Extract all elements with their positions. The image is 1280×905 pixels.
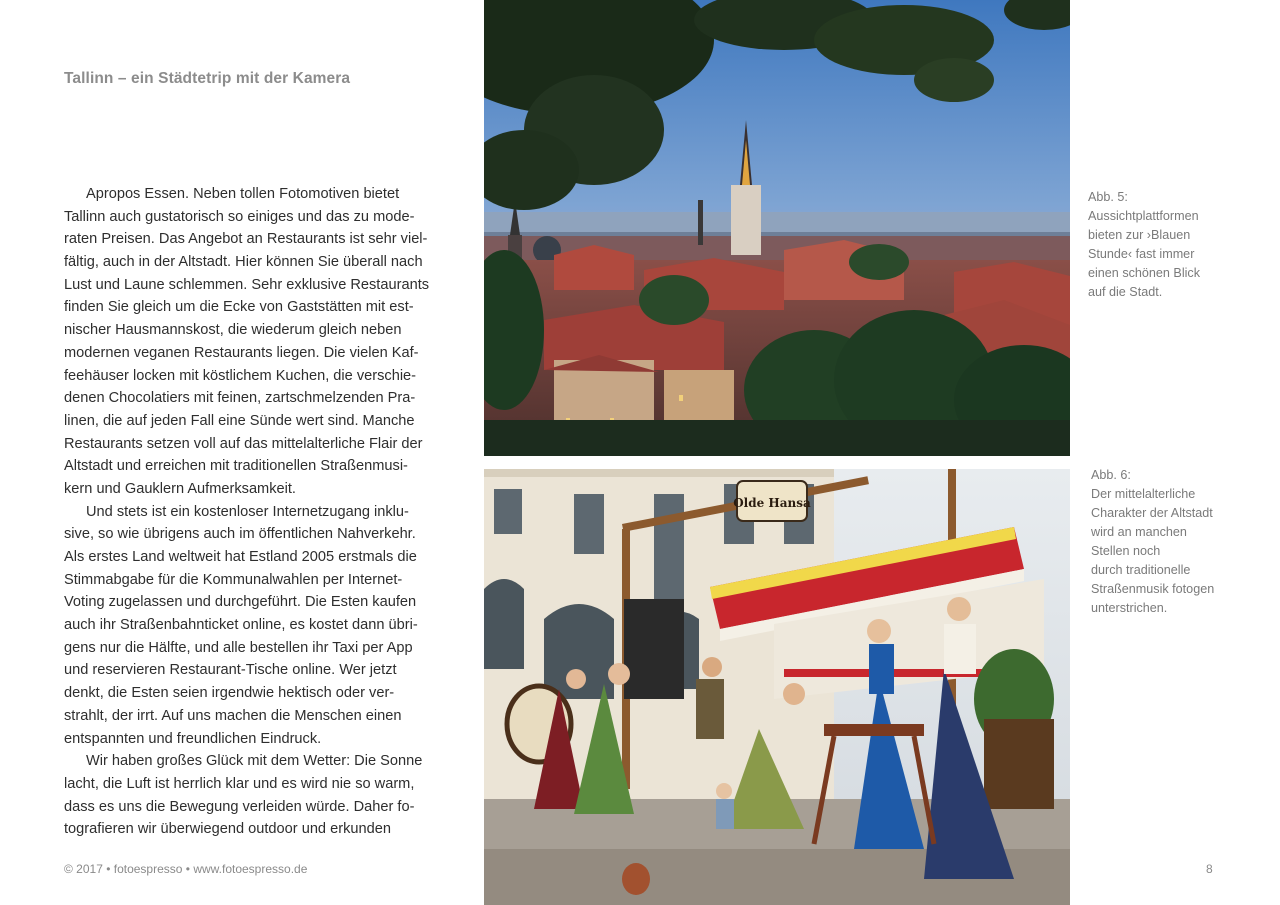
body-line: raten Preisen. Das Angebot an Restaurants ist sehr viel- [64, 231, 428, 248]
body-line: linen, die auf jeden Fall eine Sünde wert sind. Manche [64, 412, 415, 429]
olde-hansa-sign: Olde Hansa [733, 496, 811, 510]
caption-line: bieten zur ›Blauen [1088, 228, 1191, 242]
body-line: Altstadt und erreichen mit traditionellen Straßenmusi- [64, 458, 408, 475]
caption-line: Aussichtplattformen [1088, 209, 1199, 223]
article-body [64, 183, 434, 841]
tallinn-skyline-photo [484, 0, 1070, 456]
caption-line: Abb. 5: [1088, 190, 1128, 204]
body-line: fältig, auch in der Altstadt. Hier können Sie überall nach [64, 254, 423, 271]
caption-line: einen schönen Blick [1088, 266, 1201, 280]
body-line: Voting zugelassen und durchgeführt. Die Esten kaufen [64, 594, 417, 611]
body-line: Wir haben großes Glück mit dem Wetter: Die Sonne [86, 753, 423, 770]
caption-line: Straßenmusik fotogen [1091, 582, 1215, 596]
body-line: nischer Hausmannskost, die wiederum gleich neben [64, 322, 402, 339]
body-line: finden Sie gleich um die Ecke von Gaststätten mit est- [64, 299, 414, 316]
body-line: denkt, die Esten seien irgendwie hektisch oder ver- [64, 685, 395, 702]
caption-line: auf die Stadt. [1088, 285, 1163, 299]
body-line: gens nur die Hälfte, und alle bestellen ihr Taxi per App [64, 639, 413, 656]
caption-line: durch traditionelle [1091, 563, 1191, 577]
body-line: kern und Gauklern Aufmerksamkeit. [64, 480, 296, 497]
caption-line: Stunde‹ fast immer [1088, 247, 1195, 261]
body-line: sive, so wie übrigens auch im öffentlichen Nahverkehr. [64, 526, 416, 543]
caption-line: Charakter der Altstadt [1091, 506, 1213, 520]
body-line: feehäuser locken mit köstlichem Kuchen, die verschie- [64, 367, 417, 384]
body-line: strahlt, der irrt. Auf uns machen die Menschen einen [64, 707, 402, 724]
body-line: modernen veganen Restaurants liegen. Die vielen Kaf- [64, 344, 419, 361]
caption-line: wird an manchen [1091, 525, 1187, 539]
body-line: Restaurants setzen voll auf das mittelalterliche Flair der [64, 435, 423, 452]
caption-line: Abb. 6: [1091, 468, 1131, 482]
footer-copyright: © 2017 • fotoespresso • www.fotoespresso.de [64, 862, 308, 876]
body-line: auch ihr Straßenbahnticket online, es kostet dann übri- [64, 617, 418, 634]
body-line: Tallinn auch gustatorisch so einiges und das zu mode- [64, 208, 415, 225]
musicians-illustration [484, 469, 1070, 905]
body-line: Als erstes Land weltweit hat Estland 2005 erstmals die [64, 549, 417, 565]
running-title: Tallinn – ein Städtetrip mit der Kamera [64, 70, 351, 87]
figure-5-caption [1088, 188, 1200, 302]
body-line: lacht, die Luft ist herrlich klar und es wird nie so warm, [64, 775, 415, 792]
body-line: Stimmabgabe für die Kommunalwahlen per Internet- [64, 571, 403, 588]
caption-line: Stellen noch [1091, 544, 1161, 558]
body-line: Lust und Laune schlemmen. Sehr exklusive Restaurants [64, 276, 430, 293]
body-line: denen Chocolatiers mit feinen, zartschmelzenden Pra- [64, 390, 416, 407]
figure-6-caption [1091, 466, 1214, 618]
skyline-illustration [484, 0, 1070, 456]
street-musicians-photo [484, 469, 1070, 905]
body-line: entspannten und freundlichen Eindruck. [64, 730, 322, 747]
caption-line: Der mittelalterliche [1091, 487, 1196, 501]
body-line: dass es uns die Bewegung verleiden würde. Daher fo- [64, 798, 415, 815]
body-line: Und stets ist ein kostenloser Internetzugang inklu- [86, 503, 409, 520]
body-line: und reservieren Restaurant-Tische online. Wer jetzt [64, 662, 397, 679]
page-number: 8 [1206, 862, 1213, 876]
body-line: Apropos Essen. Neben tollen Fotomotiven bietet [86, 186, 400, 202]
caption-line: unterstrichen. [1091, 601, 1168, 615]
body-line: tografieren wir überwiegend outdoor und erkunden [64, 821, 391, 838]
